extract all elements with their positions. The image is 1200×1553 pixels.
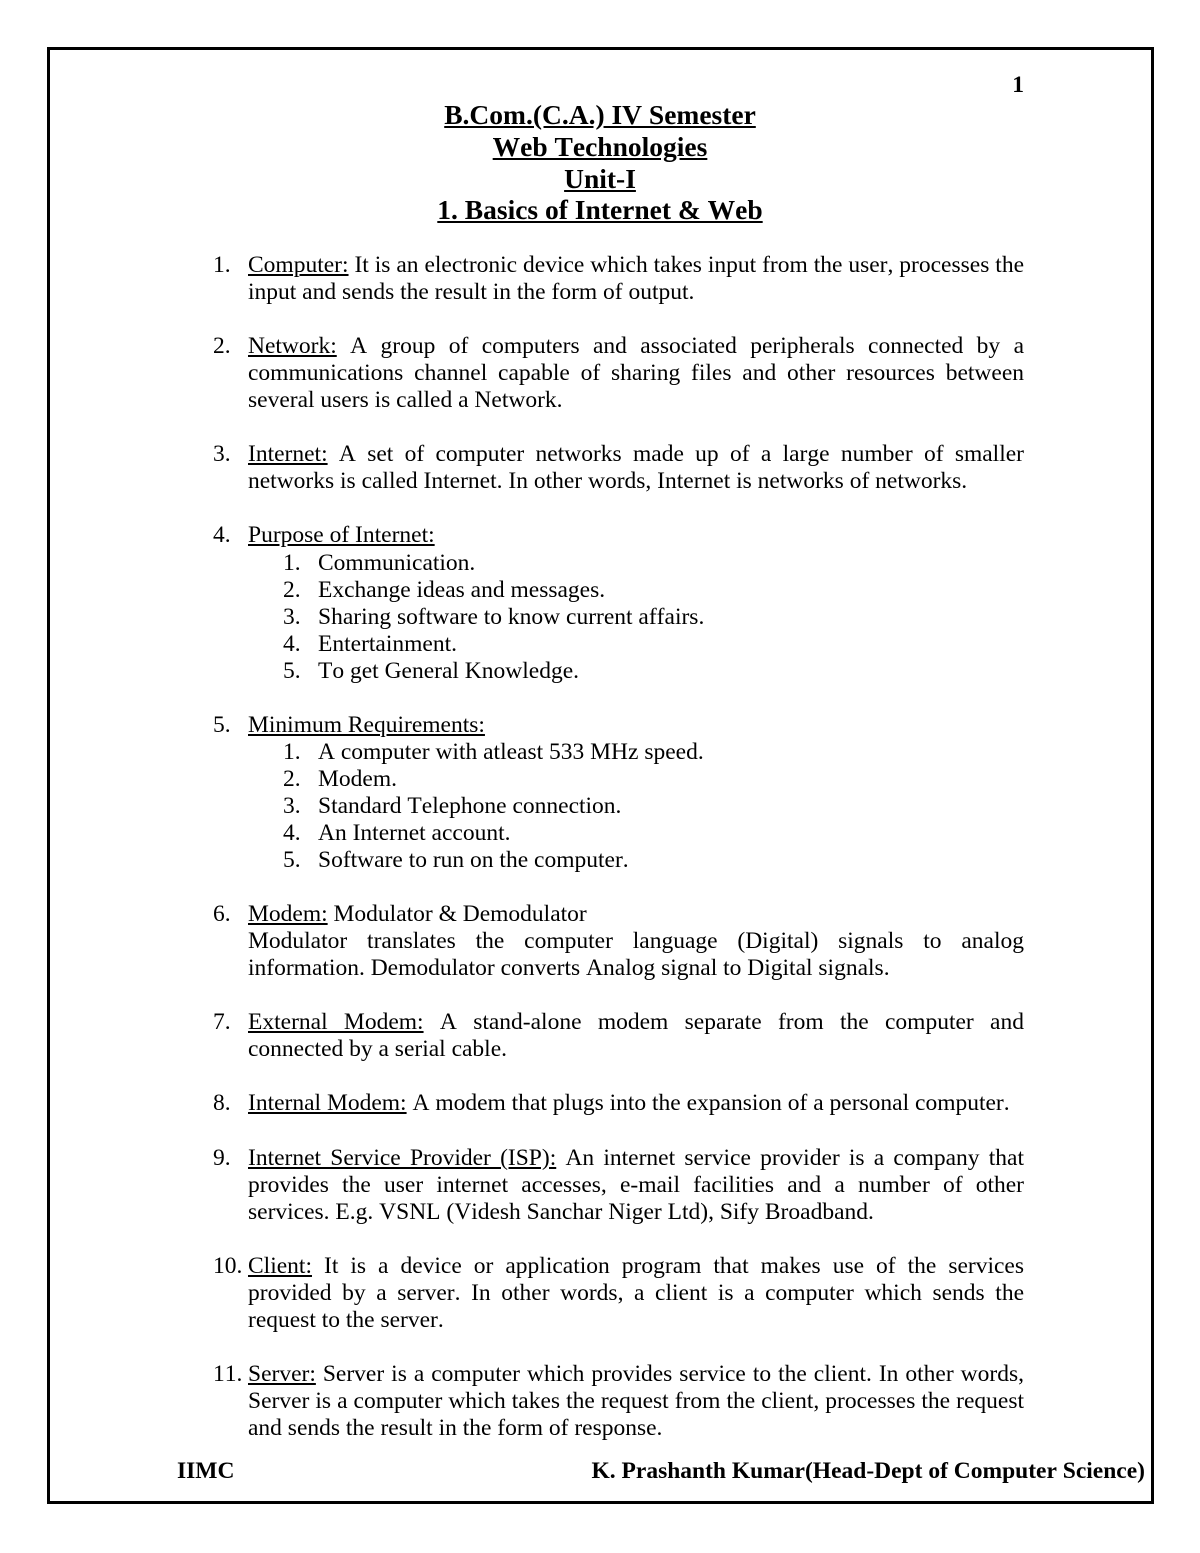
footer-institution: IIMC (177, 1458, 235, 1484)
sub-list-item (283, 603, 1024, 631)
sub-list-item (283, 792, 1024, 820)
list-item-number: 4. (213, 522, 231, 549)
text-line: request to the server. (248, 1306, 444, 1333)
text-line (248, 1253, 1024, 1280)
definition-text: A modem that plugs into the expansion of a personal computer. (412, 1090, 1010, 1117)
sub-list-item (283, 657, 1024, 685)
numbered-list (213, 252, 1025, 1469)
list-item-isp (213, 1144, 1024, 1226)
list-item-number: 8. (213, 1090, 231, 1117)
term-client: Client: (248, 1252, 312, 1279)
definition-text: Server is a computer which provides service to the client. In other words, (322, 1360, 1024, 1387)
text-line (248, 1009, 1024, 1036)
text-line: provided by a server. In other words, a client is a computer which sends the (248, 1279, 1024, 1306)
text-line: connected by a serial cable. (248, 1036, 508, 1063)
list-item-number: 2. (213, 333, 231, 360)
text-line (248, 333, 1024, 360)
text-line (248, 712, 1024, 739)
term-computer: Computer: (248, 252, 349, 278)
sub-list-item (283, 630, 1024, 658)
sub-list-item (283, 819, 1024, 847)
sub-list-number: 2. (283, 576, 301, 603)
list-item-minimum-requirements (213, 711, 1024, 874)
sub-list-text: Modem. (318, 765, 397, 792)
sub-list-number: 3. (283, 603, 301, 630)
title-line-course (176, 99, 1024, 131)
list-item-client (213, 1252, 1025, 1334)
definition-text: It is a device or application program that makes use of the services (324, 1252, 1025, 1279)
sub-list-number: 1. (283, 738, 301, 765)
sub-list-text: Entertainment. (318, 630, 457, 657)
text-line (248, 1145, 1024, 1172)
unit-title: Unit-I (564, 162, 636, 194)
description-line: Modulator translates the computer language (Digital) signals to analog (248, 928, 1024, 955)
sub-list-item (283, 576, 1024, 604)
list-item-number: 9. (213, 1144, 231, 1171)
sub-list-number: 3. (283, 792, 301, 819)
sub-list-number: 5. (283, 847, 301, 874)
list-item-number: 3. (213, 441, 231, 468)
text-line (248, 522, 1024, 549)
text-line: communications channel capable of sharing files and other resources between (248, 360, 1024, 387)
definition-text: A set of computer networks made up of a large number of smaller (338, 441, 1024, 468)
sub-list-number: 4. (283, 630, 301, 657)
text-line: networks is called Internet. In other words, Internet is networks of networks. (248, 468, 968, 495)
list-item-modem (213, 901, 1024, 982)
text-line (248, 252, 1024, 279)
definition-text: A stand-alone modem separate from the computer and (439, 1009, 1024, 1036)
term-isp: Internet Service Provider (ISP): (248, 1144, 557, 1171)
description-line: information. Demodulator converts Analog signal to Digital signals. (248, 955, 890, 982)
sub-list-text: An Internet account. (318, 819, 511, 846)
sub-list-item (283, 549, 1024, 577)
list-item-number: 1. (213, 252, 231, 278)
list-item-purpose-of-internet (213, 522, 1024, 684)
sub-list-text: Exchange ideas and messages. (318, 576, 606, 603)
sub-list-item (283, 847, 1024, 874)
text-line: and sends the result in the form of response. (248, 1415, 663, 1442)
term-purpose-of-internet: Purpose of Internet: (248, 522, 435, 549)
term-internet: Internet: (248, 441, 328, 468)
definition-text: It is an electronic device which takes input from the user, processes the (354, 252, 1024, 278)
sub-list-number: 4. (283, 819, 301, 846)
subject-title: Web Technologies (492, 130, 708, 162)
sub-list-number: 5. (283, 657, 301, 684)
title-line-subject (176, 131, 1024, 163)
sub-list-text: A computer with atleast 533 MHz speed. (318, 738, 704, 765)
term-server: Server: (248, 1360, 316, 1387)
list-item-computer (213, 252, 1024, 306)
page-number: 1 (1012, 72, 1024, 98)
list-item-number: 10. (213, 1252, 243, 1279)
text-line: input and sends the result in the form of output. (248, 279, 695, 306)
course-title: B.Com.(C.A.) IV Semester (444, 99, 756, 130)
text-line: several users is called a Network. (248, 387, 563, 414)
list-item-number: 11. (213, 1360, 243, 1387)
title-line-unit (176, 163, 1024, 195)
sub-list-text: Software to run on the computer. (318, 847, 629, 874)
definition-text: A group of computers and associated peripherals connected by a (350, 333, 1024, 360)
text-line (248, 1090, 1024, 1117)
definition-text: Modulator & Demodulator (333, 901, 587, 928)
footer-author: K. Prashanth Kumar(Head-Dept of Computer Science) (591, 1458, 1145, 1484)
term-minimum-requirements: Minimum Requirements: (248, 711, 485, 738)
list-item-number: 6. (213, 901, 231, 928)
term-network: Network: (248, 333, 337, 360)
sub-list-item (283, 738, 1024, 766)
sub-list-number: 1. (283, 549, 301, 576)
sub-list-number: 2. (283, 765, 301, 792)
list-item-internal-modem (213, 1090, 1024, 1117)
text-line: Server is a computer which takes the request from the client, processes the request (248, 1387, 1024, 1414)
text-line: services. E.g. VSNL (Videsh Sanchar Niger Ltd), Sify Broadband. (248, 1198, 874, 1225)
list-item-number: 5. (213, 711, 231, 738)
list-item-server (213, 1360, 1024, 1442)
list-item-internet (213, 441, 1024, 495)
sub-list-text: To get General Knowledge. (318, 657, 580, 684)
definition-text: An internet service provider is a company that (565, 1144, 1024, 1171)
sub-list-text: Communication. (318, 549, 476, 576)
text-line (248, 1361, 1024, 1388)
title-line-chapter (176, 194, 1024, 226)
sub-list-text: Standard Telephone connection. (318, 792, 622, 819)
list-item-network (213, 333, 1024, 414)
text-line (248, 901, 1024, 928)
chapter-title: 1. Basics of Internet & Web (437, 194, 763, 226)
sub-list-text: Sharing software to know current affairs. (318, 603, 705, 630)
term-external-modem: External Modem: (248, 1009, 424, 1036)
term-modem: Modem: (248, 901, 328, 928)
sub-list-item (283, 765, 1024, 793)
term-internal-modem: Internal Modem: (248, 1090, 407, 1117)
list-item-number: 7. (213, 1009, 231, 1036)
text-line (248, 441, 1024, 468)
document-title-block (176, 99, 1024, 226)
list-item-external-modem (213, 1009, 1024, 1063)
text-line: provides the user internet accesses, e-mail facilities and a number of other (248, 1171, 1024, 1198)
